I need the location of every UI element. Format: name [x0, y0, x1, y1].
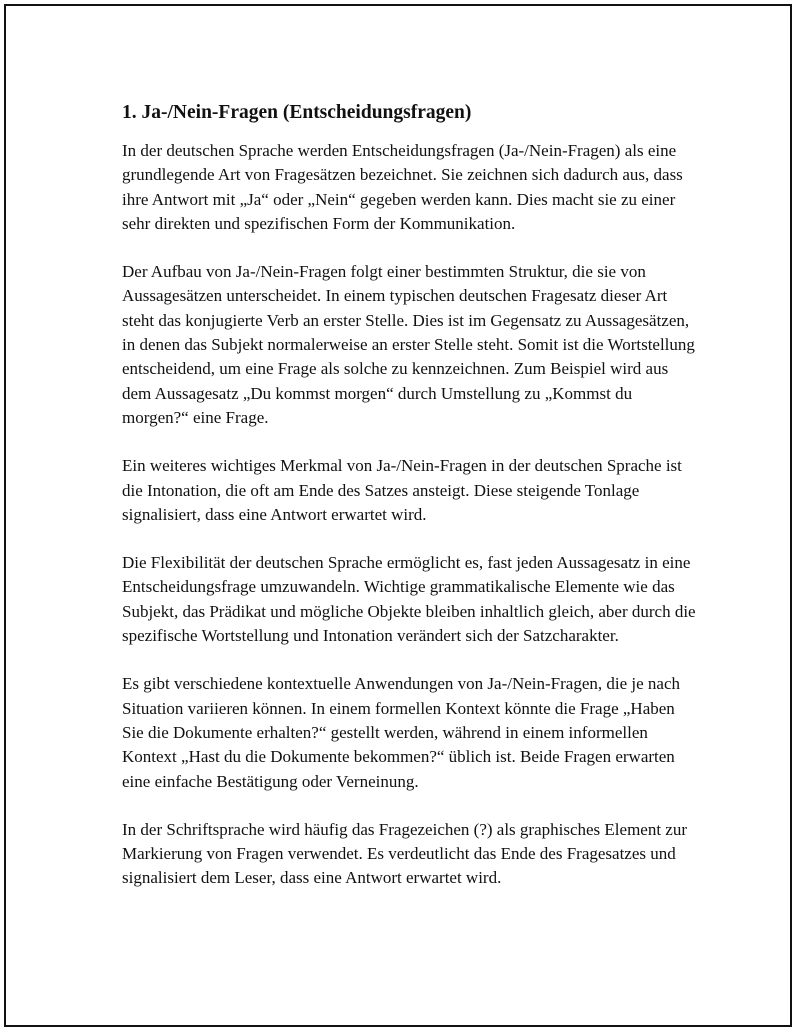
paragraph-5: Es gibt verschiedene kontextuelle Anwendungen von Ja-/Nein-Fragen, die je nach Situation variieren können. In einem formellen Kontext könnte die Frage „Haben Sie die Dokumente erhalten?“ gestellt werden, während in einem informellen Kontext „Hast du die Dokumente bekommen?“ üblich ist. Beide Fragen erwarten eine einfache Bestätigung oder Verneinung.: [122, 674, 680, 791]
section-heading: 1. Ja-/Nein-Fragen (Entscheidungsfragen): [122, 102, 472, 123]
paragraph-2: Der Aufbau von Ja-/Nein-Fragen folgt einer bestimmten Struktur, die sie von Aussagesätzen unterscheidet. In einem typischen deutschen Fragesatz dieser Art steht das konjugierte Verb an erster Stelle. Dies ist im Gegensatz zu Aussagesätzen, in denen das Subjekt normalerweise an erster Stelle steht. Somit ist die Wortstellung entscheidend, um eine Frage als solche zu kennzeichnen. Zum Beispiel wird aus dem Aussagesatz „Du kommst morgen“ durch Umstellung zu „Kommst du morgen?“ eine Frage.: [122, 262, 695, 427]
paragraph-4: Die Flexibilität der deutschen Sprache ermöglicht es, fast jeden Aussagesatz in eine Entscheidungsfrage umzuwandeln. Wichtige grammatikalische Elemente wie das Subjekt, das Prädikat und mögliche Objekte bleiben inhaltlich gleich, aber durch die spezifische Wortstellung und Intonation verändert sich der Satzcharakter.: [122, 553, 696, 646]
paragraph-6: In der Schriftsprache wird häufig das Fragezeichen (?) als graphisches Element zur Markierung von Fragen verwendet. Es verdeutlicht das Ende des Fragesatzes und signalisiert dem Leser, dass eine Antwort erwartet wird.: [122, 819, 688, 888]
document-body: [122, 100, 698, 915]
paragraph-3: Ein weiteres wichtiges Merkmal von Ja-/Nein-Fragen in der deutschen Sprache ist die Intonation, die oft am Ende des Satzes ansteigt. Diese steigende Tonlage signalisiert, dass eine Antwort erwartet wird.: [122, 456, 682, 524]
page-frame: [4, 4, 792, 1027]
paragraph-1: In der deutschen Sprache werden Entscheidungsfragen (Ja-/Nein-Fragen) als eine grundlegende Art von Fragesätzen bezeichnet. Sie zeichnen sich dadurch aus, dass ihre Antwort mit „Ja“ oder „Nein“ gegeben werden kann. Dies macht sie zu einer sehr direkten und spezifischen Form der Kommunikation.: [122, 141, 683, 233]
